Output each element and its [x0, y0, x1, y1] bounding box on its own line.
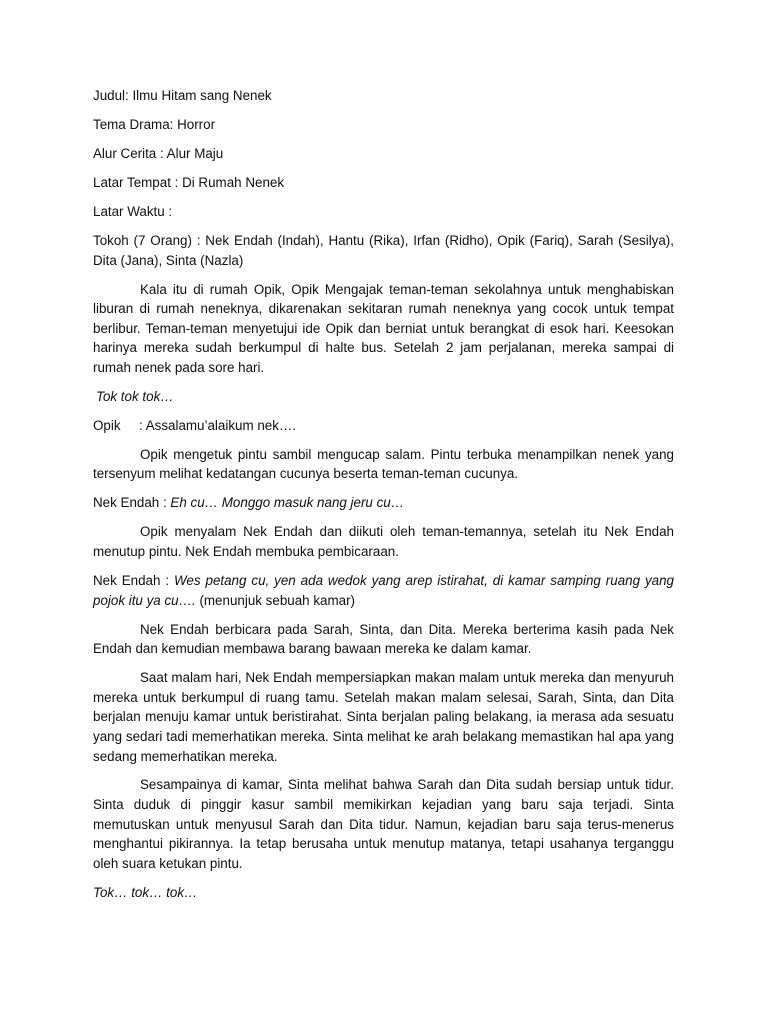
- story-paragraph: Saat malam hari, Nek Endah mempersiapkan makan malam untuk mereka dan menyuruh mereka untuk berkumpul di ruang tamu. Setelah makan malam selesai, Sarah, Sinta, dan Dita berjalan menuju kamar untuk beristirahat. Sinta berjalan paling belakang, ia merasa ada sesuatu yang sedari tadi memerhatikan mereka. Sinta melihat ke arah belakang memastikan hal apa yang sedang memerhatikan mereka.: [93, 670, 674, 764]
- sound-effect: Tok tok tok…: [96, 388, 174, 404]
- story-paragraph: Sesampainya di kamar, Sinta melihat bahwa Sarah dan Dita sudah bersiap untuk tidur. Sinta duduk di pinggir kasur sambil memikirkan kejadian yang baru saja terjadi. Sinta memutuskan untuk menyusul Sarah dan Dita tidur. Namun, kejadian baru saja terus-menerus menghantui pikirannya. Ia tetap berusaha untuk menutup matanya, tetapi usahanya terganggu oleh suara ketukan pintu.: [93, 777, 674, 871]
- dialogue-line: [93, 571, 674, 610]
- setting-time-line: Latar Waktu :: [93, 203, 173, 219]
- plot-line: Alur Cerita : Alur Maju: [93, 145, 224, 161]
- title-line: Judul: Ilmu Hitam sang Nenek: [93, 88, 272, 103]
- story-paragraph: Kala itu di rumah Opik, Opik Mengajak teman-teman sekolahnya untuk menghabiskan liburan di rumah neneknya, dikarenakan sekitaran rumah neneknya yang cocok untuk tempat berlibur. Teman-teman menyetujui ide Opik dan berniat untuk berangkat di esok hari. Keesokan harinya mereka sudah berkumpul di halte bus. Setelah 2 jam perjalanan, mereka sampai di rumah nenek pada sore hari.: [93, 281, 674, 375]
- stage-direction: (menunjuk sebuah kamar): [195, 592, 355, 608]
- characters-line: Tokoh (7 Orang) : Nek Endah (Indah), Hantu (Rika), Irfan (Ridho), Opik (Fariq), Sarah (Sesilya), Dita (Jana), Sinta (Nazla): [93, 232, 674, 268]
- speaker-name: Nek Endah :: [93, 572, 175, 588]
- dialogue-line: [93, 493, 674, 513]
- sound-effect: Tok… tok… tok…: [93, 884, 198, 900]
- theme-line: Tema Drama: Horror: [93, 116, 216, 132]
- story-paragraph: Opik menyalam Nek Endah dan diikuti oleh teman-temannya, setelah itu Nek Endah menutup pintu. Nek Endah membuka pembicaraan.: [93, 524, 674, 559]
- dialogue-text: : Assalamu’alaikum nek….: [139, 417, 297, 433]
- speaker-name: Nek Endah :: [93, 495, 171, 511]
- dialogue-text: Eh cu… Monggo masuk nang jeru cu…: [170, 495, 405, 511]
- speaker-name: Opik: [93, 417, 121, 433]
- story-paragraph: Opik mengetuk pintu sambil mengucap salam. Pintu terbuka menampilkan nenek yang tersenyum melihat kedatangan cucunya beserta teman-teman cucunya.: [93, 446, 674, 482]
- story-paragraph: Nek Endah berbicara pada Sarah, Sinta, dan Dita. Mereka berterima kasih pada Nek Endah dan kemudian membawa barang bawaan mereka ke dalam kamar.: [93, 621, 674, 657]
- dialogue-text: Wes petang cu, yen ada wedok yang arep istirahat, di kamar samping ruang yang pojok itu ya cu….: [93, 572, 674, 608]
- setting-place-line: Latar Tempat : Di Rumah Nenek: [93, 174, 285, 190]
- document-body: [93, 86, 674, 912]
- dialogue-line: [93, 416, 674, 436]
